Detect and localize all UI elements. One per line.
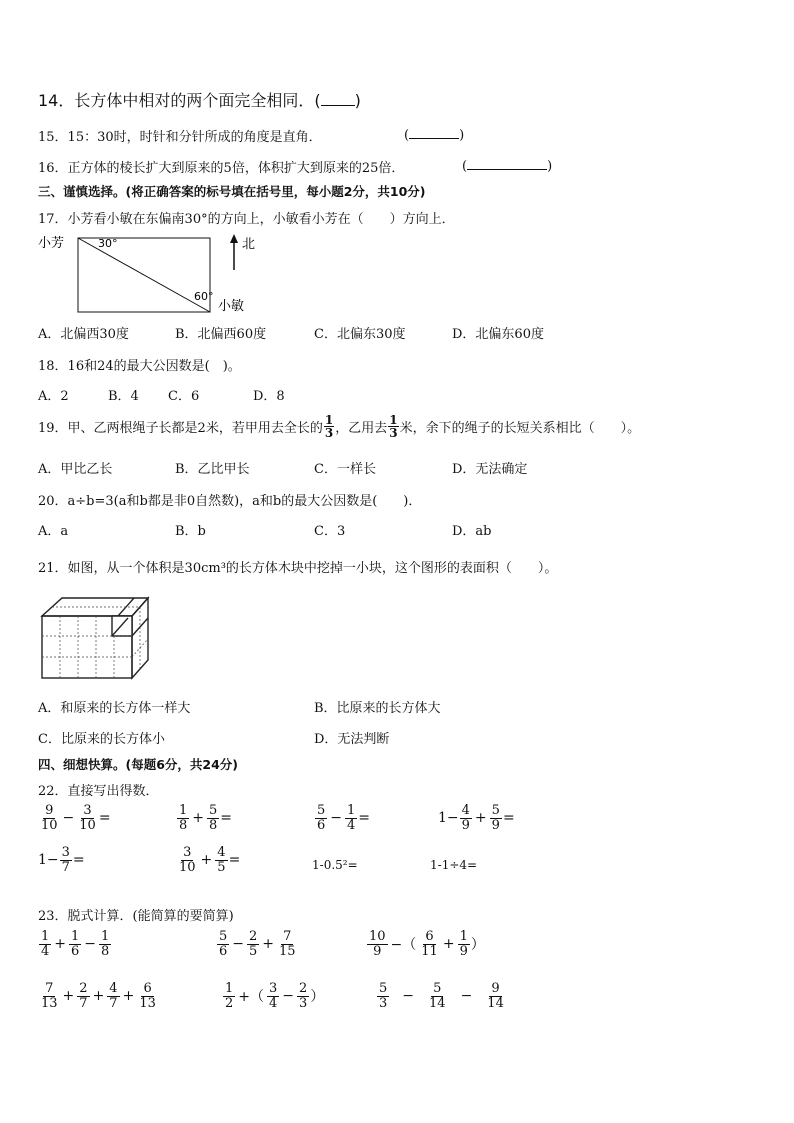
q23-expr-1: $\frac{1}{4}$ + $\frac{1}{6}$ − $\frac{1}{8}$ <box>41 929 110 959</box>
q20-option-d[interactable]: D．ab <box>452 524 492 539</box>
q18-option-a[interactable]: A．2 <box>38 389 69 404</box>
answer-blank[interactable] <box>409 126 459 139</box>
q19-option-c[interactable]: C．一样长 <box>314 462 376 477</box>
label-north: 北 <box>242 237 256 252</box>
q22-expr-2: $\frac{1}{8}$ + $\frac{5}{8}$ = <box>179 803 233 833</box>
q20-option-c[interactable]: C．3 <box>314 524 346 539</box>
q22-expr-5: 1− $\frac{3}{7}$ = <box>38 845 85 875</box>
q22-expr-7: 1-0.5²= <box>312 858 358 872</box>
question-16-answer: ( ) <box>462 159 553 174</box>
fraction: 1 3 <box>324 413 334 440</box>
label-xiaofang: 小芳 <box>38 236 65 251</box>
q21-option-b[interactable]: B．比原来的长方体大 <box>314 701 441 716</box>
q18-option-b[interactable]: B．4 <box>108 389 139 404</box>
q23-expr-4: $\frac{7}{13}$ + $\frac{2}{7}$ + $\frac{4}{7}$ + $\frac{6}{13}$ <box>41 981 156 1011</box>
q23-expr-3: $\frac{10}{9}$ −（ $\frac{6}{11}$ + $\frac{1}{9}$ ） <box>369 929 485 959</box>
question-23-stem: 23．脱式计算．(能简算的要简算) <box>38 909 234 924</box>
fraction: 1 3 <box>389 413 398 440</box>
q19-option-d[interactable]: D．无法确定 <box>452 462 528 477</box>
section-3-heading: 三、谨慎选择。(将正确答案的标号填在括号里，每小题2分，共10分) <box>38 184 426 199</box>
direction-figure <box>36 230 266 320</box>
label-xiaomin: 小敏 <box>218 299 245 314</box>
q18-option-c[interactable]: C．6 <box>168 389 200 404</box>
answer-blank[interactable] <box>321 93 355 106</box>
q23-expr-5: $\frac{1}{2}$ +（ $\frac{3}{4}$ − $\frac{2}{3}$ ） <box>225 981 325 1011</box>
q20-option-b[interactable]: B．b <box>175 524 206 539</box>
angle-bottom: 60° <box>194 290 214 303</box>
question-19-stem: 19．甲、乙两根绳子长都是2米，若甲用去全长的 1 3 ，乙用去 1 3 米，余下的绳子的长短关系相比（ ）。 <box>38 413 641 440</box>
q17-option-a[interactable]: A．北偏西30度 <box>38 327 129 342</box>
q21-option-d[interactable]: D．无法判断 <box>314 732 390 747</box>
question-14: 14．长方体中相对的两个面完全相同．( ) <box>38 91 361 110</box>
question-16: 16．正方体的棱长扩大到原来的5倍，体积扩大到原来的25倍． <box>38 161 405 176</box>
section-4-heading: 四、细想快算。(每题6分，共24分) <box>38 757 239 772</box>
q22-expr-3: $\frac{5}{6}$ − $\frac{1}{4}$ = <box>317 803 371 833</box>
q22-expr-8: 1-1÷4= <box>430 858 478 872</box>
q23-expr-6: $\frac{5}{3}$ − $\frac{5}{14}$ − $\frac{9}{14}$ <box>379 981 504 1011</box>
q21-option-a[interactable]: A．和原来的长方体一样大 <box>38 701 191 716</box>
question-15: 15．15：30时，时针和分针所成的角度是直角． <box>38 130 322 145</box>
q19-option-a[interactable]: A．甲比乙长 <box>38 462 113 477</box>
q17-option-b[interactable]: B．北偏西60度 <box>175 327 267 342</box>
q20-option-a[interactable]: A．a <box>38 524 69 539</box>
question-17-stem: 17．小芳看小敏在东偏南30°的方向上，小敏看小芳在（ ）方向上． <box>38 212 455 227</box>
answer-blank[interactable] <box>467 157 547 170</box>
q22-expr-4: 1− $\frac{4}{9}$ + $\frac{5}{9}$ = <box>438 803 515 833</box>
q22-expr-6: $\frac{3}{10}$ + $\frac{4}{5}$ = <box>179 845 241 875</box>
q21-option-c[interactable]: C．比原来的长方体小 <box>38 732 165 747</box>
q18-option-d[interactable]: D．8 <box>253 389 285 404</box>
q22-expr-1: $\frac{9}{10}$ − $\frac{3}{10}$ = <box>41 803 111 833</box>
q17-option-d[interactable]: D．北偏东60度 <box>452 327 544 342</box>
question-20-stem: 20．a÷b=3(a和b都是非0自然数)，a和b的最大公因数是( )． <box>38 494 422 509</box>
q19-option-b[interactable]: B．乙比甲长 <box>175 462 250 477</box>
q23-expr-2: $\frac{5}{6}$ − $\frac{2}{5}$ + $\frac{7}{15}$ <box>219 929 296 959</box>
angle-top: 30° <box>98 237 118 250</box>
question-15-answer: ( ) <box>404 128 465 143</box>
cuboid-figure <box>38 592 154 684</box>
q17-option-c[interactable]: C．北偏东30度 <box>314 327 406 342</box>
question-21-stem: 21．如图，从一个体积是30cm³的长方体木块中挖掉一小块，这个图形的表面积（ ）。 <box>38 561 558 576</box>
question-22-stem: 22．直接写出得数． <box>38 784 159 799</box>
question-18-stem: 18．16和24的最大公因数是( )。 <box>38 359 241 374</box>
